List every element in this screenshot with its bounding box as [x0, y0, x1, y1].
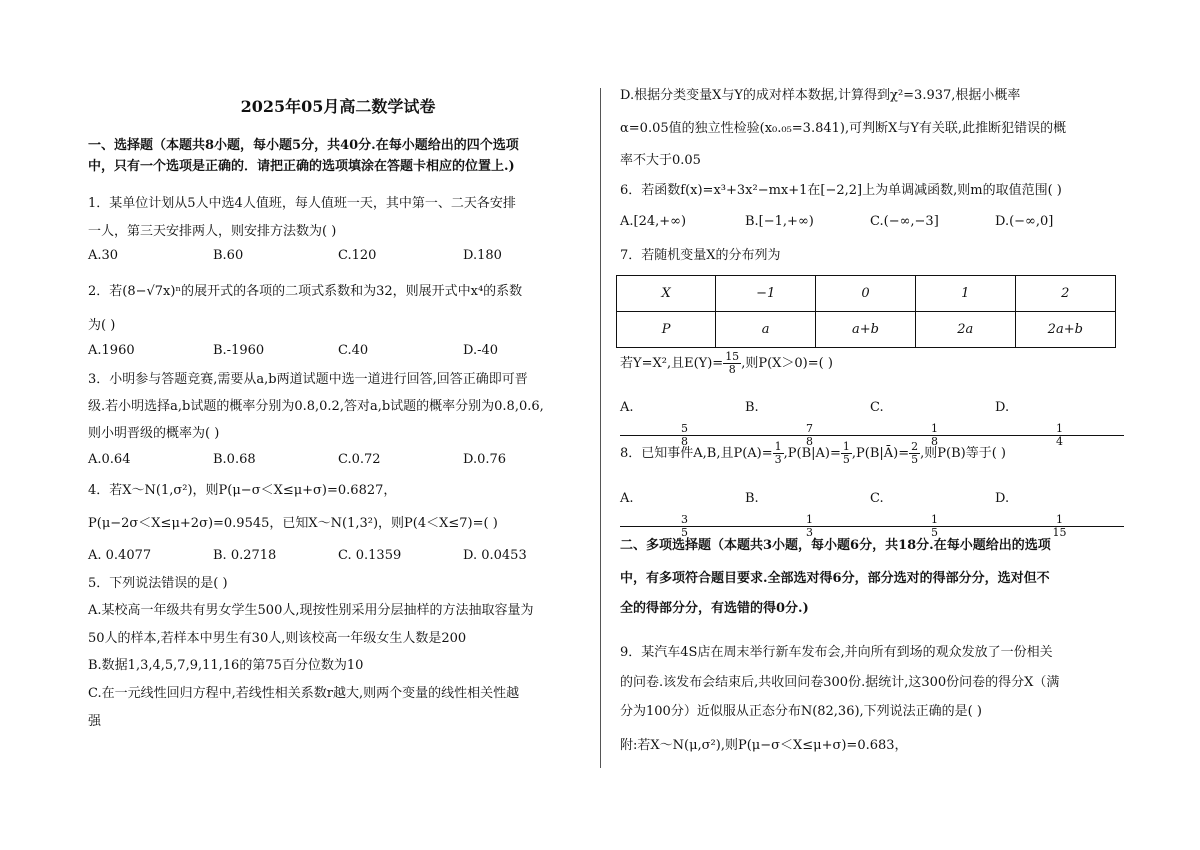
q8-option-b[interactable]	[745, 485, 870, 541]
frac-num: 1	[774, 440, 782, 453]
q1-option-d[interactable]: D.180	[463, 248, 502, 263]
section2-line3: 全的得部分分，有选错的得0分.)	[620, 601, 809, 616]
q7-cond-text-b: ,则P(X＞0)=( )	[741, 356, 833, 371]
q8-option-a[interactable]	[620, 485, 745, 541]
q2-line2: 为( )	[88, 318, 116, 333]
q8-text-b: ,P(B|A)=	[783, 446, 841, 461]
q6-option-d[interactable]: D.(−∞,0]	[995, 214, 1054, 229]
distribution-table	[616, 275, 1116, 348]
q7-line: 7．若随机变量X的分布列为	[620, 248, 781, 263]
q8-text-a: 8．已知事件A,B,且P(A)=	[620, 446, 773, 461]
q5d-line1: D.根据分类变量X与Y的成对样本数据,计算得到χ²=3.937,根据小概率	[620, 88, 1021, 103]
q8-fraction-2	[841, 441, 852, 466]
q5-line6: 强	[88, 714, 102, 729]
q3-options	[88, 452, 588, 467]
q6-option-b[interactable]: B.[−1,+∞)	[745, 214, 814, 229]
table-cell: a+b	[816, 312, 916, 348]
q9-line3: 分为100分）近似服从正态分布N(82,36),下列说法正确的是( )	[620, 704, 982, 719]
table-cell: −1	[716, 276, 816, 312]
table-cell: 2a+b	[1015, 312, 1115, 348]
frac-den: 3	[774, 453, 782, 466]
table-cell: P	[617, 312, 716, 348]
opt-letter: A.	[620, 491, 634, 506]
q3-line2: 级.若小明选择a,b试题的概率分别为0.8,0.2,答对a,b试题的概率分别为0.8,0.6,	[88, 399, 544, 414]
q7-cond-text-a: 若Y=X²,且E(Y)=	[620, 356, 724, 371]
frac-num: 1	[995, 514, 1124, 527]
table-cell: 1	[916, 276, 1016, 312]
table-cell: 2a	[916, 312, 1016, 348]
q9-line1: 9．某汽车4S店在周末举行新车发布会,并向所有到场的观众发放了一份相关	[620, 645, 1053, 660]
q2-options	[88, 343, 588, 358]
q7-fraction	[723, 351, 741, 376]
frac-num: 1	[870, 514, 999, 527]
q8-line	[620, 440, 1006, 468]
q5-line3: 50人的样本,若样本中男生有30人,则该校高一年级女生人数是200	[88, 631, 467, 646]
q8-text-c: ,P(B|Ā)=	[851, 446, 910, 461]
table-cell: a	[716, 312, 816, 348]
q6-option-c[interactable]: C.(−∞,−3]	[870, 214, 939, 229]
column-divider	[600, 88, 601, 768]
q6-options	[620, 214, 1120, 229]
q1-line1: 1．某单位计划从5人中选4人值班，每人值班一天，其中第一、二天各安排	[88, 196, 516, 211]
q5d-line2: α=0.05值的独立性检验(x₀.₀₅=3.841),可判断X与Y有关联,此推断犯错误的概	[620, 121, 1067, 136]
frac-den: 8	[806, 435, 813, 448]
q4-option-c[interactable]: C. 0.1359	[338, 548, 402, 563]
q7-option-d[interactable]	[995, 394, 1120, 450]
q1-option-b[interactable]: B.60	[213, 248, 244, 263]
q1-option-a[interactable]: A.30	[88, 248, 119, 263]
exam-title: 2025年05月高二数学试卷	[240, 97, 436, 116]
frac-den: 8	[681, 435, 688, 448]
opt-letter: D.	[995, 491, 1010, 506]
right-column	[620, 0, 1120, 850]
table-row	[617, 312, 1116, 348]
q2-option-c[interactable]: C.40	[338, 343, 369, 358]
frac-den: 8	[931, 435, 938, 448]
opt-letter: C.	[870, 491, 884, 506]
section1-line1: 一、选择题（本题共8小题，每小题5分，共40分.在每小题给出的四个选项	[88, 138, 519, 153]
left-column	[88, 0, 588, 850]
q2-option-b[interactable]: B.-1960	[213, 343, 265, 358]
frac-den: 15	[1052, 526, 1067, 539]
frac-den: 8	[728, 363, 736, 376]
q5-line1: 5．下列说法错误的是( )	[88, 576, 228, 591]
q8-fraction-1	[773, 441, 784, 466]
q1-line2: 一人，第三天安排两人，则安排方法数为( )	[88, 224, 337, 239]
frac-num: 1	[745, 514, 874, 527]
section2-line1: 二、多项选择题（本题共3小题，每小题6分，共18分.在每小题给出的选项	[620, 538, 1051, 553]
opt-letter: A.	[620, 400, 634, 415]
frac-den: 5	[911, 453, 919, 466]
q5d-line3: 率不大于0.05	[620, 153, 701, 168]
q2-option-a[interactable]: A.1960	[88, 343, 135, 358]
frac-den: 5	[681, 526, 688, 539]
q5-line4: B.数据1,3,4,5,7,9,11,16的第75百分位数为10	[88, 658, 364, 673]
frac-num: 3	[620, 514, 749, 527]
q5-line2: A.某校高一年级共有男女学生500人,现按性别采用分层抽样的方法抽取容量为	[88, 603, 534, 618]
q8-fraction-3	[909, 441, 920, 466]
q1-options	[88, 248, 588, 263]
q1-option-c[interactable]: C.120	[338, 248, 377, 263]
q8-text-e: ,则P(B)等于( )	[920, 446, 1007, 461]
frac-num: 1	[842, 440, 850, 453]
q6-line: 6．若函数f(x)=x³+3x²−mx+1在[−2,2]上为单调减函数,则m的取值范围( )	[620, 183, 1062, 198]
frac-num: 15	[725, 350, 740, 363]
q9-line2: 的问卷.该发布会结束后,共收回问卷300份.据统计,这300份问卷的得分X（满	[620, 675, 1060, 690]
opt-letter: C.	[870, 400, 884, 415]
q4-option-a[interactable]: A. 0.4077	[88, 548, 152, 563]
frac-num: 2	[911, 440, 919, 453]
table-cell: X	[617, 276, 716, 312]
q3-option-a[interactable]: A.0.64	[88, 452, 131, 467]
frac-den: 5	[931, 526, 938, 539]
q4-line2: P(μ−2σ＜X≤μ+2σ)=0.9545，已知X～N(1,3²)，则P(4＜X≤7)=( )	[88, 516, 498, 531]
q6-option-a[interactable]: A.[24,+∞)	[620, 214, 687, 229]
opt-letter: D.	[995, 400, 1010, 415]
table-row	[617, 276, 1116, 312]
frac-num: 1	[995, 423, 1124, 436]
table-cell: 0	[816, 276, 916, 312]
q8-options	[620, 485, 1120, 541]
q3-line1: 3．小明参与答题竞赛,需要从a,b两道试题中选一道进行回答,回答正确即可晋	[88, 372, 528, 387]
frac-num: 7	[745, 423, 874, 436]
q3-option-d[interactable]: D.0.76	[463, 452, 507, 467]
opt-letter: B.	[745, 400, 759, 415]
section2-line2: 中，有多项符合题目要求.全部选对得6分，部分选对的得部分分，选对但不	[620, 571, 1050, 586]
q9-line4: 附:若X～N(μ,σ²),则P(μ−σ＜X≤μ+σ)=0.683，	[620, 738, 908, 753]
frac-den: 3	[806, 526, 813, 539]
opt-letter: B.	[745, 491, 759, 506]
q8-option-c[interactable]	[870, 485, 995, 541]
q7-condition	[620, 350, 833, 378]
frac-den: 4	[1056, 435, 1063, 448]
section1-line2: 中，只有一个选项是正确的．请把正确的选项填涂在答题卡相应的位置上.)	[88, 159, 515, 174]
frac-den: 5	[842, 453, 850, 466]
table-cell: 2	[1015, 276, 1115, 312]
frac-num: 5	[620, 423, 749, 436]
q3-option-c[interactable]: C.0.72	[338, 452, 381, 467]
q3-option-b[interactable]: B.0.68	[213, 452, 256, 467]
q5-line5: C.在一元线性回归方程中,若线性相关系数r越大,则两个变量的线性相关性越	[88, 686, 520, 701]
q2-line1: 2．若(8−√7x)ⁿ的展开式的各项的二项式系数和为32，则展开式中x⁴的系数	[88, 284, 523, 299]
q2-option-d[interactable]: D.-40	[463, 343, 499, 358]
q3-line3: 则小明晋级的概率为( )	[88, 426, 220, 441]
q4-line1: 4．若X～N(1,σ²)，则P(μ−σ＜X≤μ+σ)=0.6827，	[88, 483, 397, 498]
opt-fraction	[995, 423, 1120, 448]
frac-num: 1	[870, 423, 999, 436]
q4-options	[88, 548, 588, 563]
q4-option-b[interactable]: B. 0.2718	[213, 548, 277, 563]
q8-option-d[interactable]	[995, 485, 1120, 541]
q4-option-d[interactable]: D. 0.0453	[463, 548, 527, 563]
